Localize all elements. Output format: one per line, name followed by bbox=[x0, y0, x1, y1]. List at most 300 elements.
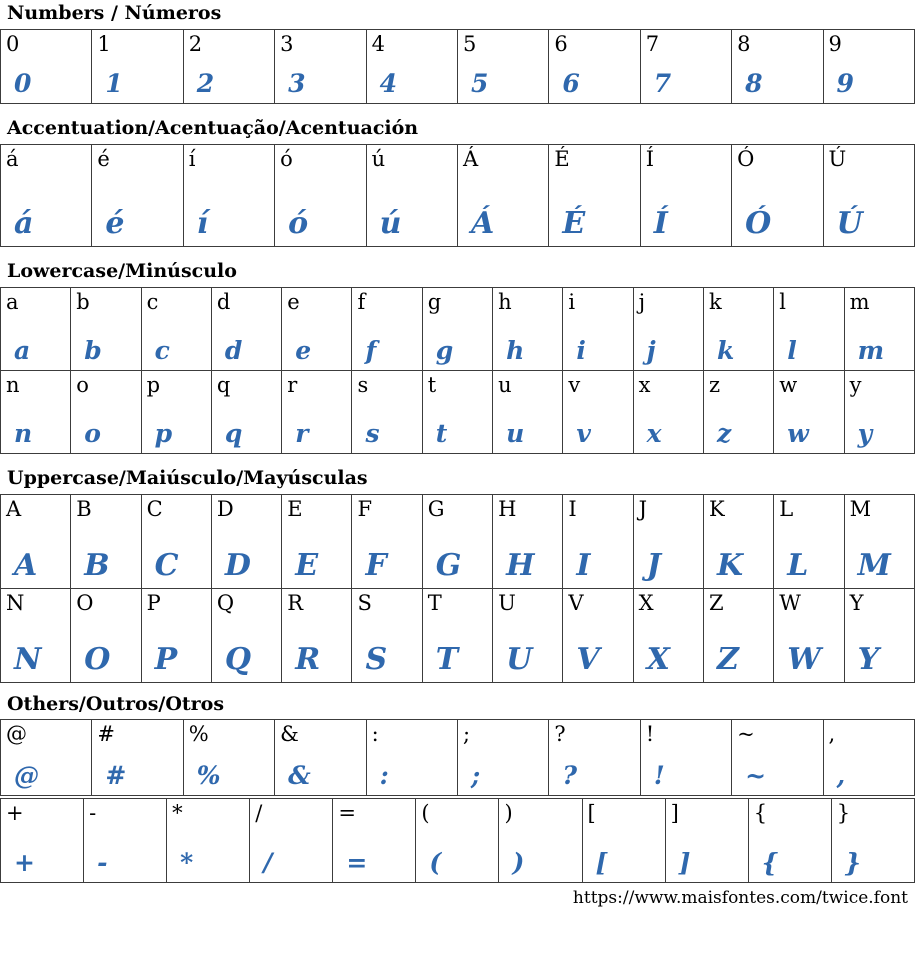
reference-char: E bbox=[287, 496, 303, 521]
font-glyph: t bbox=[435, 418, 448, 448]
section-title-uppercase: Uppercase/Maiúsculo/Mayúsculas bbox=[7, 466, 368, 489]
glyph-cell bbox=[333, 799, 416, 883]
glyph-cell bbox=[366, 720, 457, 796]
reference-char: 7 bbox=[645, 31, 660, 56]
reference-char: K bbox=[708, 496, 725, 521]
font-glyph: Z bbox=[716, 641, 739, 677]
reference-char: í bbox=[188, 146, 196, 171]
reference-char: ) bbox=[504, 801, 513, 826]
glyph-cell bbox=[493, 588, 563, 682]
glyph-cell bbox=[183, 720, 274, 796]
reference-char: Y bbox=[849, 590, 864, 615]
font-glyph: V bbox=[576, 641, 600, 677]
reference-char: W bbox=[779, 590, 801, 615]
glyph-cell bbox=[640, 29, 731, 103]
font-glyph: Ú bbox=[836, 205, 863, 241]
sections-container bbox=[0, 3, 916, 883]
font-glyph: ú bbox=[379, 205, 402, 241]
reference-char: * bbox=[172, 801, 183, 826]
reference-char: v bbox=[568, 372, 581, 397]
glyph-row bbox=[1, 720, 915, 796]
font-glyph: - bbox=[97, 848, 108, 878]
reference-char: m bbox=[849, 289, 870, 314]
footer-url: https://www.maisfontes.com/twice.font bbox=[572, 888, 908, 909]
glyph-cell bbox=[352, 588, 422, 682]
glyph-row bbox=[1, 144, 915, 246]
glyph-cell bbox=[1, 29, 92, 103]
font-glyph: ) bbox=[512, 848, 525, 878]
font-specimen-page bbox=[0, 3, 916, 908]
reference-char: h bbox=[498, 289, 512, 314]
font-glyph: i bbox=[576, 335, 586, 365]
glyph-cell bbox=[549, 144, 640, 246]
glyph-cell bbox=[703, 370, 773, 453]
font-glyph: j bbox=[646, 335, 656, 365]
glyph-cell bbox=[352, 287, 422, 370]
reference-char: g bbox=[427, 289, 442, 314]
glyph-cell bbox=[92, 29, 183, 103]
font-glyph: M bbox=[857, 547, 891, 583]
reference-char: k bbox=[708, 289, 722, 314]
glyph-cell bbox=[282, 287, 352, 370]
glyph-cell bbox=[84, 799, 167, 883]
font-glyph: s bbox=[365, 418, 380, 448]
font-glyph: g bbox=[435, 335, 454, 365]
reference-char: V bbox=[568, 590, 584, 615]
reference-char: C bbox=[146, 496, 163, 521]
reference-char: L bbox=[779, 496, 794, 521]
reference-char: x bbox=[638, 372, 651, 397]
font-glyph: v bbox=[576, 418, 591, 448]
reference-char: - bbox=[89, 801, 97, 826]
glyph-cell bbox=[141, 370, 211, 453]
reference-char: e bbox=[287, 289, 300, 314]
font-glyph: K bbox=[716, 547, 744, 583]
glyph-cell bbox=[366, 144, 457, 246]
reference-char: Á bbox=[462, 146, 479, 171]
reference-char: f bbox=[357, 289, 366, 314]
reference-char: 4 bbox=[371, 31, 385, 56]
reference-char: u bbox=[498, 372, 512, 397]
font-glyph: T bbox=[435, 641, 459, 677]
font-glyph: G bbox=[435, 547, 462, 583]
glyph-cell bbox=[1, 720, 92, 796]
glyph-cell bbox=[141, 494, 211, 588]
glyph-cell bbox=[703, 494, 773, 588]
section-title-others: Others/Outros/Otros bbox=[7, 692, 225, 715]
reference-char: 1 bbox=[97, 31, 111, 56]
section-title-accentuation: Accentuation/Acentuação/Acentuación bbox=[7, 116, 419, 139]
font-glyph: X bbox=[646, 641, 670, 677]
font-glyph: Q bbox=[224, 641, 252, 677]
reference-char: i bbox=[568, 289, 576, 314]
reference-char: F bbox=[357, 496, 373, 521]
glyph-table-uppercase-0 bbox=[0, 494, 915, 683]
reference-char: Í bbox=[645, 146, 655, 171]
font-glyph: r bbox=[295, 418, 309, 448]
glyph-cell bbox=[183, 29, 274, 103]
glyph-cell bbox=[183, 144, 274, 246]
reference-char: c bbox=[146, 289, 159, 314]
font-glyph: 2 bbox=[196, 68, 215, 98]
font-glyph: É bbox=[562, 205, 586, 241]
reference-char: 6 bbox=[554, 31, 568, 56]
glyph-cell bbox=[732, 720, 823, 796]
section-accentuation bbox=[0, 118, 916, 247]
reference-char: 2 bbox=[188, 31, 203, 56]
font-glyph: J bbox=[646, 547, 661, 583]
font-glyph: I bbox=[576, 547, 591, 583]
glyph-cell bbox=[774, 494, 844, 588]
font-glyph: Í bbox=[653, 205, 668, 241]
reference-char: t bbox=[427, 372, 437, 397]
font-glyph: 7 bbox=[653, 68, 672, 98]
reference-char: á bbox=[6, 146, 19, 171]
glyph-cell bbox=[823, 720, 914, 796]
reference-char: / bbox=[255, 801, 263, 826]
glyph-cell bbox=[457, 29, 548, 103]
reference-char: H bbox=[498, 496, 517, 521]
reference-char: É bbox=[554, 146, 570, 171]
reference-char: b bbox=[76, 289, 90, 314]
glyph-cell bbox=[282, 494, 352, 588]
section-numbers bbox=[0, 3, 916, 104]
font-glyph: F bbox=[365, 547, 387, 583]
glyph-cell bbox=[416, 799, 499, 883]
font-glyph: # bbox=[105, 761, 127, 791]
reference-char: d bbox=[216, 289, 231, 314]
reference-char: ; bbox=[462, 722, 471, 747]
font-glyph: } bbox=[844, 848, 861, 878]
glyph-cell bbox=[141, 588, 211, 682]
glyph-cell bbox=[823, 29, 914, 103]
glyph-cell bbox=[211, 370, 281, 453]
font-glyph: , bbox=[836, 761, 846, 791]
glyph-cell bbox=[275, 144, 366, 246]
font-glyph: : bbox=[379, 761, 389, 791]
font-glyph: ; bbox=[470, 761, 481, 791]
glyph-cell bbox=[422, 588, 492, 682]
glyph-cell bbox=[774, 287, 844, 370]
glyph-cell bbox=[633, 370, 703, 453]
reference-char: p bbox=[146, 372, 161, 397]
glyph-cell bbox=[844, 588, 914, 682]
glyph-cell bbox=[211, 494, 281, 588]
glyph-cell bbox=[422, 370, 492, 453]
font-glyph: 6 bbox=[562, 68, 580, 98]
glyph-row bbox=[1, 494, 915, 588]
glyph-cell bbox=[422, 287, 492, 370]
glyph-cell bbox=[844, 370, 914, 453]
glyph-cell bbox=[71, 370, 141, 453]
font-glyph: P bbox=[154, 641, 178, 677]
glyph-cell bbox=[774, 370, 844, 453]
reference-char: % bbox=[188, 722, 209, 747]
reference-char: l bbox=[779, 289, 786, 314]
font-glyph: 0 bbox=[14, 68, 32, 98]
font-glyph: U bbox=[506, 641, 533, 677]
font-glyph: D bbox=[224, 547, 251, 583]
reference-char: z bbox=[708, 372, 721, 397]
reference-char: P bbox=[146, 590, 161, 615]
reference-char: é bbox=[97, 146, 110, 171]
reference-char: q bbox=[216, 372, 231, 397]
reference-char: s bbox=[357, 372, 369, 397]
glyph-cell bbox=[71, 287, 141, 370]
reference-char: ] bbox=[670, 801, 679, 826]
reference-char: ? bbox=[554, 722, 566, 747]
section-title-lowercase: Lowercase/Minúsculo bbox=[7, 259, 237, 282]
font-glyph: d bbox=[224, 335, 243, 365]
reference-char: 9 bbox=[828, 31, 842, 56]
font-glyph: = bbox=[346, 848, 368, 878]
glyph-cell bbox=[366, 29, 457, 103]
glyph-table-others-0 bbox=[0, 719, 915, 796]
glyph-cell bbox=[732, 144, 823, 246]
glyph-cell bbox=[549, 29, 640, 103]
font-glyph: é bbox=[105, 205, 125, 241]
reference-char: , bbox=[828, 722, 836, 747]
reference-char: = bbox=[338, 801, 356, 826]
glyph-cell bbox=[633, 588, 703, 682]
reference-char: G bbox=[427, 496, 445, 521]
font-glyph: * bbox=[180, 848, 194, 878]
glyph-cell bbox=[633, 287, 703, 370]
glyph-cell bbox=[1, 588, 71, 682]
glyph-cell bbox=[1, 799, 84, 883]
reference-char: ~ bbox=[737, 722, 755, 747]
glyph-cell bbox=[493, 287, 563, 370]
glyph-table-lowercase-0 bbox=[0, 287, 915, 454]
glyph-cell bbox=[71, 588, 141, 682]
glyph-cell bbox=[499, 799, 582, 883]
font-glyph: C bbox=[154, 547, 179, 583]
glyph-cell bbox=[582, 799, 665, 883]
glyph-row bbox=[1, 29, 915, 103]
reference-char: 5 bbox=[462, 31, 477, 56]
glyph-cell bbox=[250, 799, 333, 883]
font-glyph: ( bbox=[429, 848, 442, 878]
glyph-cell bbox=[732, 29, 823, 103]
reference-char: X bbox=[638, 590, 654, 615]
font-glyph: 1 bbox=[105, 68, 123, 98]
glyph-cell bbox=[211, 588, 281, 682]
glyph-cell bbox=[71, 494, 141, 588]
glyph-cell bbox=[748, 799, 831, 883]
glyph-cell bbox=[844, 494, 914, 588]
reference-char: O bbox=[76, 590, 94, 615]
font-glyph: z bbox=[716, 418, 732, 448]
glyph-cell bbox=[141, 287, 211, 370]
glyph-cell bbox=[831, 799, 914, 883]
glyph-cell bbox=[823, 144, 914, 246]
font-glyph: W bbox=[787, 641, 821, 677]
reference-char: D bbox=[216, 496, 234, 521]
glyph-cell bbox=[422, 494, 492, 588]
glyph-cell bbox=[844, 287, 914, 370]
reference-char: I bbox=[568, 496, 577, 521]
font-glyph: 9 bbox=[836, 68, 854, 98]
glyph-cell bbox=[275, 29, 366, 103]
font-glyph: % bbox=[196, 761, 221, 791]
glyph-cell bbox=[1, 370, 71, 453]
reference-char: Z bbox=[708, 590, 724, 615]
glyph-row bbox=[1, 370, 915, 453]
section-title-numbers: Numbers / Números bbox=[7, 2, 222, 24]
reference-char: 0 bbox=[6, 31, 20, 56]
reference-char: @ bbox=[6, 722, 27, 747]
font-glyph: E bbox=[295, 547, 319, 583]
font-glyph: c bbox=[154, 335, 170, 365]
reference-char: } bbox=[836, 801, 851, 826]
glyph-table-numbers-0 bbox=[0, 29, 915, 104]
font-glyph: f bbox=[365, 335, 377, 365]
glyph-cell bbox=[282, 588, 352, 682]
font-glyph: n bbox=[14, 418, 33, 448]
font-glyph: Y bbox=[857, 641, 879, 677]
font-glyph: w bbox=[787, 418, 809, 448]
reference-char: Ó bbox=[737, 146, 755, 171]
glyph-cell bbox=[633, 494, 703, 588]
font-glyph: í bbox=[196, 205, 209, 241]
glyph-cell bbox=[703, 588, 773, 682]
glyph-cell bbox=[352, 370, 422, 453]
font-glyph: + bbox=[14, 848, 35, 878]
font-glyph: q bbox=[224, 418, 243, 448]
font-glyph: @ bbox=[14, 761, 39, 791]
reference-char: Ú bbox=[828, 146, 847, 171]
glyph-row bbox=[1, 287, 915, 370]
glyph-table-accentuation-0 bbox=[0, 144, 915, 247]
section-uppercase bbox=[0, 468, 916, 683]
font-glyph: l bbox=[787, 335, 797, 365]
reference-char: A bbox=[6, 496, 22, 521]
font-glyph: 3 bbox=[288, 68, 306, 98]
font-glyph: b bbox=[84, 335, 102, 365]
font-glyph: y bbox=[857, 418, 873, 448]
glyph-cell bbox=[275, 720, 366, 796]
glyph-cell bbox=[665, 799, 748, 883]
font-glyph: x bbox=[646, 418, 662, 448]
font-glyph: Á bbox=[470, 205, 495, 241]
font-glyph: 4 bbox=[379, 68, 397, 98]
reference-char: [ bbox=[587, 801, 596, 826]
glyph-cell bbox=[640, 144, 731, 246]
glyph-cell bbox=[549, 720, 640, 796]
glyph-cell bbox=[563, 494, 633, 588]
glyph-cell bbox=[493, 494, 563, 588]
reference-char: + bbox=[6, 801, 24, 826]
section-others bbox=[0, 694, 916, 884]
glyph-cell bbox=[640, 720, 731, 796]
font-glyph: { bbox=[761, 848, 778, 878]
font-glyph: o bbox=[84, 418, 101, 448]
font-glyph: N bbox=[14, 641, 42, 677]
glyph-cell bbox=[1, 144, 92, 246]
reference-char: ( bbox=[421, 801, 430, 826]
reference-char: 3 bbox=[280, 31, 294, 56]
glyph-cell bbox=[563, 370, 633, 453]
glyph-cell bbox=[703, 287, 773, 370]
font-glyph: O bbox=[84, 641, 111, 677]
glyph-cell bbox=[774, 588, 844, 682]
font-glyph: ~ bbox=[745, 761, 767, 791]
font-glyph: p bbox=[154, 418, 173, 448]
font-glyph: & bbox=[288, 761, 311, 791]
reference-char: r bbox=[287, 372, 298, 397]
font-glyph: a bbox=[14, 335, 31, 365]
reference-char: o bbox=[76, 372, 89, 397]
font-glyph: A bbox=[14, 547, 38, 583]
glyph-cell bbox=[493, 370, 563, 453]
reference-char: n bbox=[6, 372, 20, 397]
reference-char: ú bbox=[371, 146, 386, 171]
font-glyph: á bbox=[14, 205, 34, 241]
font-glyph: H bbox=[506, 547, 535, 583]
glyph-cell bbox=[563, 588, 633, 682]
font-glyph: 5 bbox=[470, 68, 489, 98]
reference-char: # bbox=[97, 722, 115, 747]
reference-char: : bbox=[371, 722, 379, 747]
section-lowercase bbox=[0, 261, 916, 454]
font-glyph: u bbox=[506, 418, 525, 448]
glyph-cell bbox=[1, 494, 71, 588]
glyph-cell bbox=[167, 799, 250, 883]
font-glyph: B bbox=[84, 547, 110, 583]
glyph-row bbox=[1, 588, 915, 682]
reference-char: T bbox=[427, 590, 442, 615]
font-glyph: m bbox=[857, 335, 885, 365]
reference-char: j bbox=[638, 289, 646, 314]
reference-char: Q bbox=[216, 590, 235, 615]
font-glyph: k bbox=[716, 335, 735, 365]
glyph-cell bbox=[92, 720, 183, 796]
font-glyph: ] bbox=[678, 848, 691, 878]
reference-char: R bbox=[287, 590, 303, 615]
reference-char: ! bbox=[645, 722, 655, 747]
glyph-cell bbox=[211, 287, 281, 370]
reference-char: B bbox=[76, 496, 92, 521]
reference-char: w bbox=[779, 372, 798, 397]
reference-char: a bbox=[6, 289, 19, 314]
font-glyph: e bbox=[295, 335, 312, 365]
glyph-cell bbox=[457, 144, 548, 246]
glyph-row bbox=[1, 799, 915, 883]
reference-char: N bbox=[6, 590, 25, 615]
glyph-cell bbox=[282, 370, 352, 453]
font-glyph: [ bbox=[595, 848, 608, 878]
font-glyph: Ó bbox=[745, 205, 772, 241]
glyph-cell bbox=[92, 144, 183, 246]
font-glyph: S bbox=[365, 641, 388, 677]
glyph-cell bbox=[457, 720, 548, 796]
font-glyph: / bbox=[263, 848, 273, 878]
reference-char: J bbox=[638, 496, 648, 521]
reference-char: ó bbox=[280, 146, 293, 171]
reference-char: 8 bbox=[737, 31, 751, 56]
font-glyph: L bbox=[787, 547, 809, 583]
reference-char: y bbox=[849, 372, 862, 397]
reference-char: M bbox=[849, 496, 872, 521]
font-glyph: R bbox=[295, 641, 321, 677]
reference-char: & bbox=[280, 722, 299, 747]
font-glyph: h bbox=[506, 335, 525, 365]
glyph-cell bbox=[1, 287, 71, 370]
glyph-table-others-1 bbox=[0, 798, 915, 883]
reference-char: S bbox=[357, 590, 372, 615]
font-glyph: 8 bbox=[745, 68, 763, 98]
reference-char: U bbox=[498, 590, 516, 615]
